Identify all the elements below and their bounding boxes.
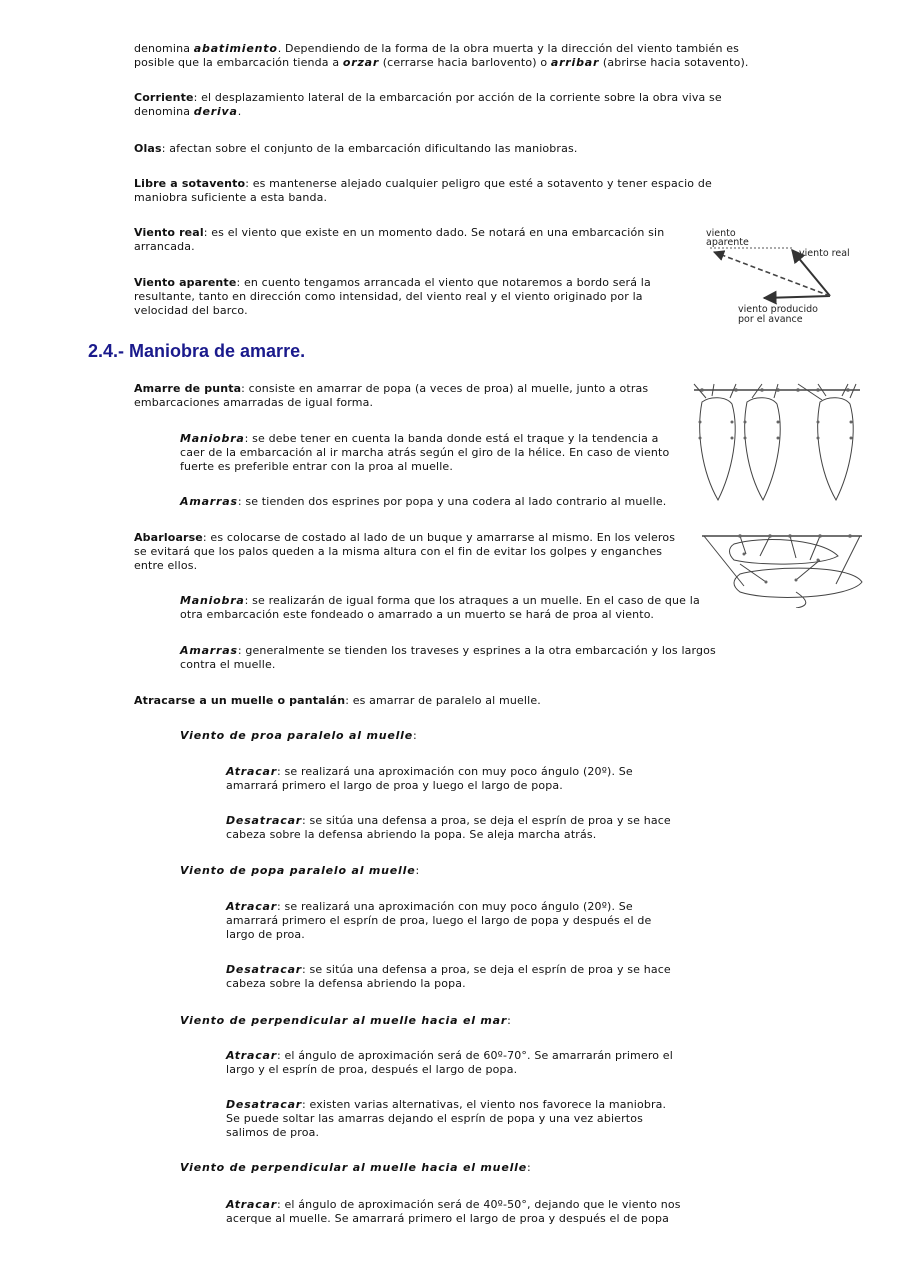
term-orzar: orzar <box>342 56 380 69</box>
term-abarloarse: Abarloarse <box>134 531 203 544</box>
term-arribar: arribar <box>550 56 600 69</box>
term-maniobra: Maniobra <box>180 594 245 607</box>
term-amarras: Amarras <box>180 495 238 508</box>
speed-wind-arrow <box>764 296 830 298</box>
amarre-punta-amarras: Amarras: se tienden dos esprines por popa y una codera al lado contrario al muelle. <box>180 495 667 508</box>
viento-proa-heading: Viento de proa paralelo al muelle: <box>180 729 417 742</box>
viento-aparente-paragraph: Viento aparente: en cuento tengamos arrancada el viento que notaremos a bordo será la resultante, tanto en dirección como intensidad, del viento real y el viento originado por la velocidad del barco. <box>134 276 651 317</box>
term-maniobra: Maniobra <box>180 432 245 445</box>
label-apparent-2: aparente <box>706 237 749 248</box>
term-desatracar: Desatracar <box>226 814 303 827</box>
viento-perp-mar-heading: Viento de perpendicular al muelle hacia el mar: <box>180 1014 511 1027</box>
stern-mooring-diagram <box>692 382 862 504</box>
viento-perp-mar-desatracar: Desatracar: existen varias alternativas, el viento nos favorece la maniobra. Se puede soltar las amarras dejando el esprín de popa y una vez abiertos salimos de proa. <box>226 1098 667 1139</box>
term-libre-sotavento: Libre a sotavento <box>134 177 246 190</box>
term-atracar: Atracar <box>226 1198 277 1211</box>
term-amarre-punta: Amarre de punta <box>134 382 242 395</box>
abarloarse-maniobra: Maniobra: se realizarán de igual forma que los atraques a un muelle. En el caso de que la otra embarcación este fondeado o amarrado a un muerto se hará de proa al viento. <box>180 594 700 621</box>
term-atracar: Atracar <box>226 765 277 778</box>
boat-hull <box>745 398 780 500</box>
term-atracar: Atracar <box>226 1049 277 1062</box>
viento-real-paragraph: Viento real: es el viento que existe en un momento dado. Se notará en una embarcación sin arrancada. <box>134 226 665 253</box>
term-abatimiento: abatimiento <box>193 42 278 55</box>
label-speed-1: viento producido <box>738 304 818 315</box>
mooring-lines <box>704 536 860 586</box>
label-real: viento real <box>799 248 850 259</box>
viento-perp-mar-atracar: Atracar: el ángulo de aproximación será de 60º-70°. Se amarrarán primero el largo y el esprín de proa, después el largo de popa. <box>226 1049 673 1076</box>
libre-sotavento-paragraph: Libre a sotavento: es mantenerse alejado cualquier peligro que esté a sotavento y tener espacio de maniobra suficiente a esta banda. <box>134 177 712 204</box>
viento-perp-muelle-atracar: Atracar: el ángulo de aproximación será de 40º-50°, dejando que le viento nos acerque al muelle. Se amarrará primero el largo de proa y después el de popa <box>226 1198 681 1225</box>
term-amarras: Amarras <box>180 644 238 657</box>
boat-hull-edge <box>796 592 806 608</box>
term-atracar: Atracar <box>226 900 277 913</box>
label-apparent-1: viento <box>706 228 736 239</box>
boat-hull <box>700 398 735 500</box>
viento-popa-desatracar: Desatracar: se sitúa una defensa a proa, se deja el esprín de proa y se hace cabeza sobre la defensa abriendo la popa. <box>226 963 671 990</box>
cleats <box>738 534 852 583</box>
wind-vector-diagram <box>702 226 864 330</box>
abarloarse-paragraph: Abarloarse: es colocarse de costado al lado de un buque y amarrarse al mismo. En los veleros se evitará que los palos queden a la misma altura con el fin de evitar los golpes y enganches entre ellos. <box>134 531 676 572</box>
boat-hull <box>818 398 853 500</box>
label-speed-2: por el avance <box>738 314 803 325</box>
viento-proa-desatracar: Desatracar: se sitúa una defensa a proa, se deja el esprín de proa y se hace cabeza sobre la defensa abriendo la popa. Se aleja marcha atrás. <box>226 814 671 841</box>
cleats <box>699 388 853 439</box>
term-deriva: deriva <box>193 105 238 118</box>
viento-popa-atracar: Atracar: se realizará una aproximación con muy poco ángulo (20º). Se amarrará primero el esprín de proa, luego el largo de popa y después el de largo de proa. <box>226 900 652 941</box>
viento-proa-atracar: Atracar: se realizará una aproximación con muy poco ángulo (20º). Se amarrará primero el largo de proa y luego el largo de popa. <box>226 765 633 792</box>
term-corriente: Corriente <box>134 91 194 104</box>
atracarse-paragraph: Atracarse a un muelle o pantalán: es amarrar de paralelo al muelle. <box>134 694 541 707</box>
olas-paragraph: Olas: afectan sobre el conjunto de la embarcación dificultando las maniobras. <box>134 142 578 155</box>
amarre-punta-maniobra: Maniobra: se debe tener en cuenta la banda donde está el traque y la tendencia a caer de la embarcación al ir marcha atrás según el giro de la hélice. En caso de viento fuerte es preferible entrar con la proa al muelle. <box>180 432 670 473</box>
term-viento-real: Viento real <box>134 226 204 239</box>
term-olas: Olas <box>134 142 162 155</box>
term-atracarse: Atracarse a un muelle o pantalán <box>134 694 346 707</box>
term-desatracar: Desatracar <box>226 963 303 976</box>
viento-perp-muelle-heading: Viento de perpendicular al muelle hacia el muelle: <box>180 1161 531 1174</box>
section-title: 2.4.- Maniobra de amarre. <box>88 341 306 361</box>
viento-popa-heading: Viento de popa paralelo al muelle: <box>180 864 420 877</box>
term-viento-aparente: Viento aparente <box>134 276 237 289</box>
rafting-diagram <box>700 530 864 608</box>
amarre-punta-paragraph: Amarre de punta: consiste en amarrar de popa (a veces de proa) al muelle, junto a otras embarcaciones amarradas de igual forma. <box>134 382 649 409</box>
term-desatracar: Desatracar <box>226 1098 303 1111</box>
corriente-paragraph: Corriente: el desplazamiento lateral de la embarcación por acción de la corriente sobre la obra viva se denomina deriva. <box>134 91 722 118</box>
intro-paragraph: denomina abatimiento. Dependiendo de la forma de la obra muerta y la dirección del viento también es posible que la embarcación tienda a orzar (cerrarse hacia barlovento) o arribar (abrirse hacia sotavento). <box>134 42 749 69</box>
abarloarse-amarras: Amarras: generalmente se tienden los traveses y esprines a la otra embarcación y los largos contra el muelle. <box>180 644 716 671</box>
